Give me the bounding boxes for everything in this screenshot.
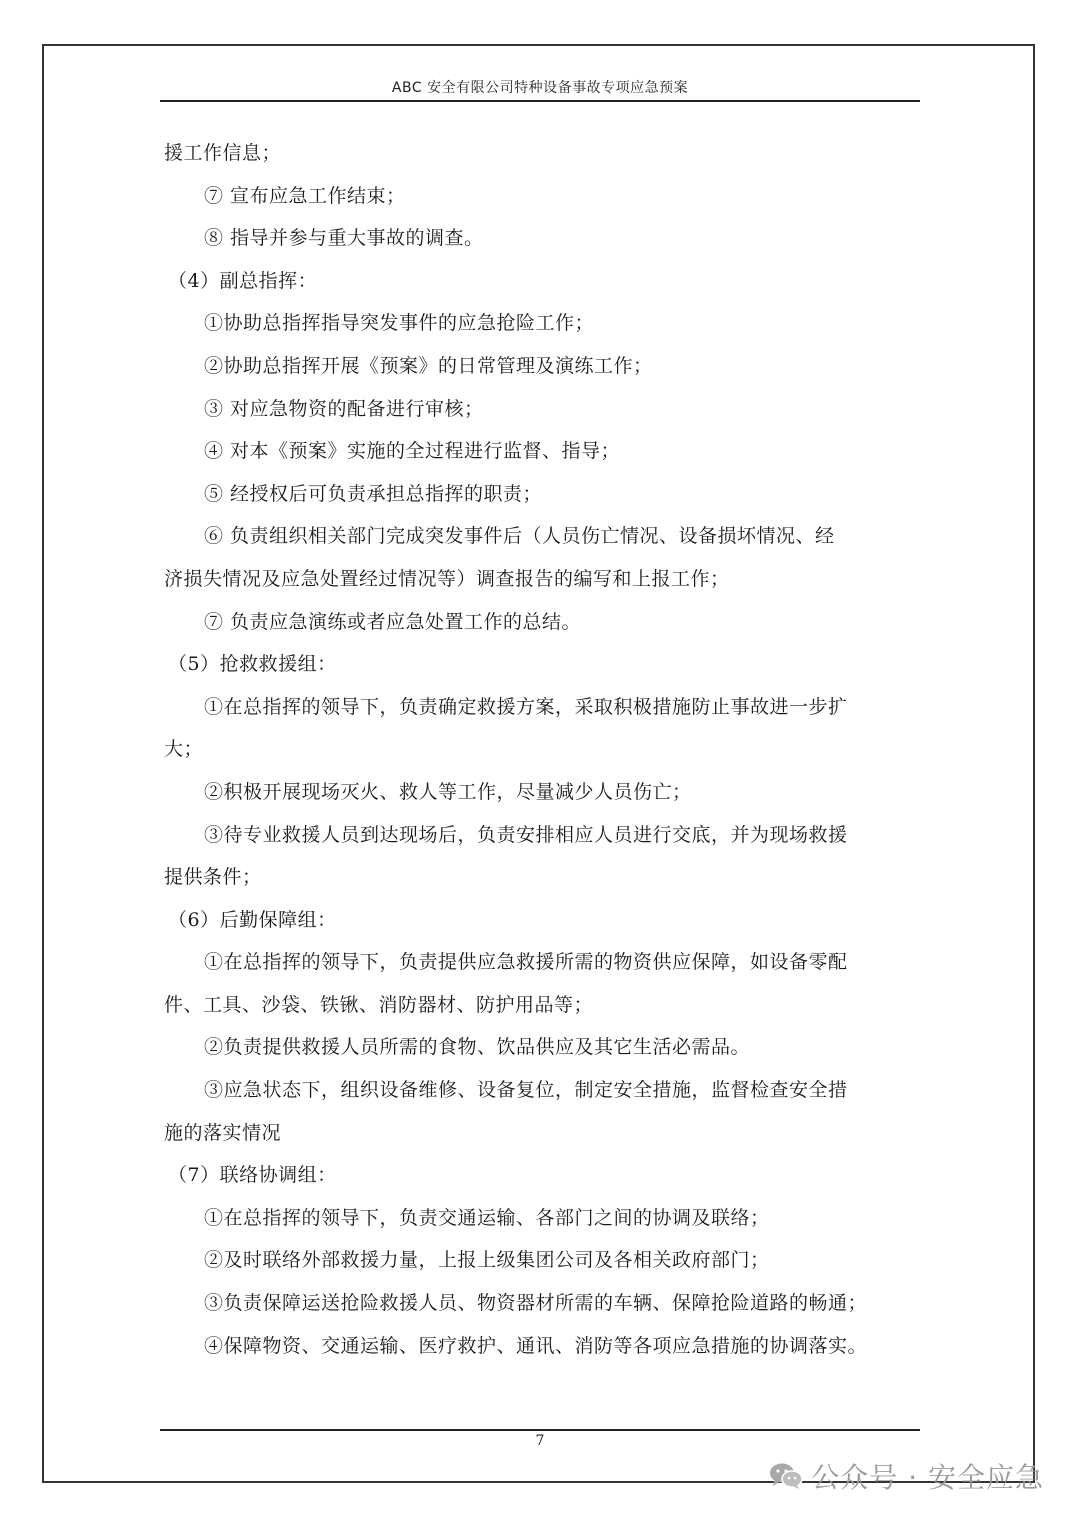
section-heading: （5）抢救救援组： [168, 653, 337, 676]
watermark [769, 1456, 1044, 1496]
footer-divider [160, 1429, 920, 1431]
list-item: ⑦ 宣布应急工作结束； [204, 184, 406, 207]
paragraph-continuation: 件、工具、沙袋、铁锹、消防器材、防护用品等； [164, 993, 594, 1016]
paragraph-continuation: 提供条件； [164, 866, 262, 889]
section-heading: （7）联络协调组： [168, 1164, 337, 1187]
list-item: ①协助总指挥指导突发事件的应急抢险工作； [204, 312, 595, 335]
paragraph-continuation: 施的落实情况 [164, 1121, 282, 1144]
list-item: ①在总指挥的领导下，负责提供应急救援所需的物资供应保障，如设备零配 [204, 951, 848, 974]
section-heading: （6）后勤保障组： [168, 908, 337, 931]
document-body [160, 132, 920, 1367]
paragraph-continuation: 大； [164, 738, 204, 761]
list-item: ②及时联络外部救援力量，上报上级集团公司及各相关政府部门； [204, 1249, 770, 1272]
list-item: ②负责提供救援人员所需的食物、饮品供应及其它生活必需品。 [204, 1036, 751, 1059]
list-item: ④保障物资、交通运输、医疗救护、通讯、消防等各项应急措施的协调落实。 [204, 1334, 868, 1357]
list-item: ②协助总指挥开展《预案》的日常管理及演练工作； [204, 354, 653, 377]
list-item: ⑦ 负责应急演练或者应急处置工作的总结。 [204, 610, 582, 633]
watermark-text: 公众号 · 安全应急 [811, 1461, 1044, 1494]
page-number: 7 [535, 1433, 545, 1449]
list-item: ⑧ 指导并参与重大事故的调查。 [204, 227, 484, 250]
document-header-title: ABC 安全有限公司特种设备事故专项应急预案 [391, 80, 689, 96]
list-item: ①在总指挥的领导下，负责确定救援方案，采取积极措施防止事故进一步扩 [204, 695, 848, 718]
wechat-icon [769, 1462, 803, 1490]
list-item: ②积极开展现场灭火、救人等工作，尽量减少人员伤亡； [204, 780, 692, 803]
paragraph-continuation: 济损失情况及应急处置经过情况等）调查报告的编写和上报工作； [164, 567, 730, 590]
list-item: ①在总指挥的领导下，负责交通运输、各部门之间的协调及联络； [204, 1206, 770, 1229]
section-heading: （4）副总指挥： [168, 269, 318, 292]
header-divider [160, 100, 920, 102]
list-item: ③应急状态下，组织设备维修、设备复位，制定安全措施，监督检查安全措 [204, 1079, 848, 1102]
list-item: ③负责保障运送抢险救援人员、物资器材所需的车辆、保障抢险道路的畅通； [204, 1292, 868, 1315]
list-item: ⑤ 经授权后可负责承担总指挥的职责； [204, 482, 543, 505]
list-item: ④ 对本《预案》实施的全过程进行监督、指导； [204, 440, 621, 463]
list-item: ③待专业救援人员到达现场后，负责安排相应人员进行交底，并为现场救援 [204, 823, 848, 846]
paragraph-continuation: 援工作信息； [164, 142, 282, 164]
list-item: ③ 对应急物资的配备进行审核； [204, 397, 484, 420]
list-item: ⑥ 负责组织相关部门完成突发事件后（人员伤亡情况、设备损坏情况、经 [204, 525, 835, 548]
